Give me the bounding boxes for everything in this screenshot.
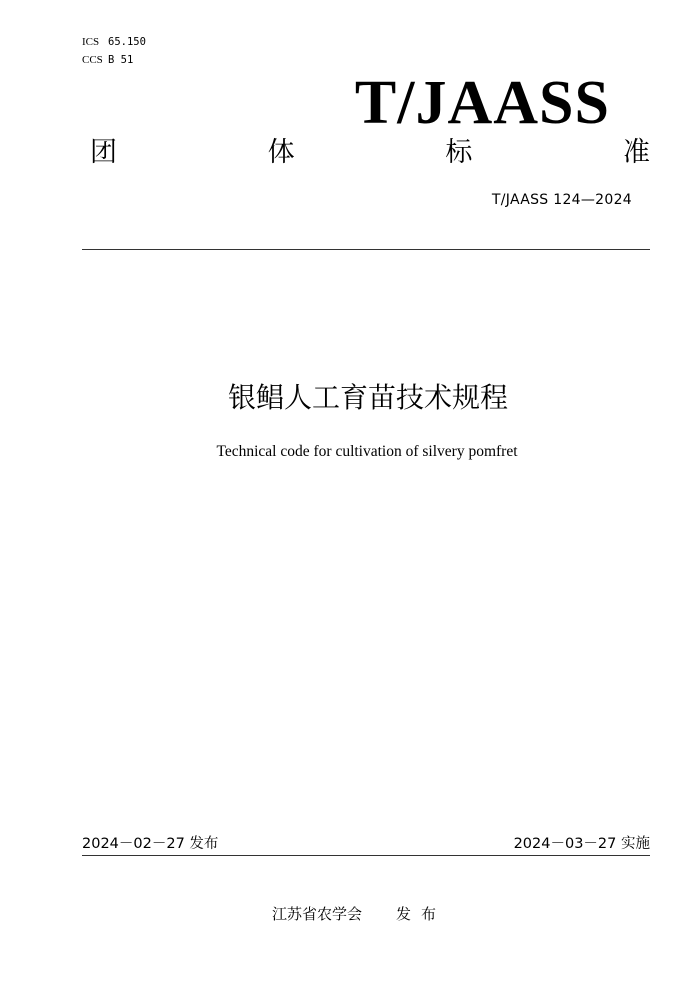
ccs-code [82, 53, 133, 67]
bottom-divider [82, 855, 650, 856]
issue-date: 2024－02－27 发布 [82, 836, 219, 852]
ccs-label: CCS [82, 54, 103, 66]
title-chinese: 银鲳人工育苗技术规程 [227, 381, 508, 414]
ics-label: ICS [82, 36, 100, 48]
top-divider [82, 249, 650, 250]
publisher [272, 903, 446, 925]
standard-type-char: 团 [90, 137, 117, 168]
standard-type-char: 标 [445, 137, 473, 168]
implementation-date: 2024－03－27 实施 [513, 836, 650, 852]
organization-logo: T/JAASS [354, 69, 610, 137]
standard-type-char: 体 [267, 137, 295, 168]
standard-number: T/JAASS 124—2024 [491, 192, 632, 208]
publisher-org: 江苏省农学会 [272, 905, 363, 923]
ics-value: 65.150 [108, 36, 146, 48]
title-english: Technical code for cultivation of silvery pomfret [216, 443, 518, 460]
ics-code [82, 35, 146, 49]
standard-type-char: 准 [622, 137, 650, 168]
standard-type [90, 133, 650, 173]
publisher-action: 发布 [396, 905, 447, 923]
ccs-value: B 51 [108, 54, 134, 66]
